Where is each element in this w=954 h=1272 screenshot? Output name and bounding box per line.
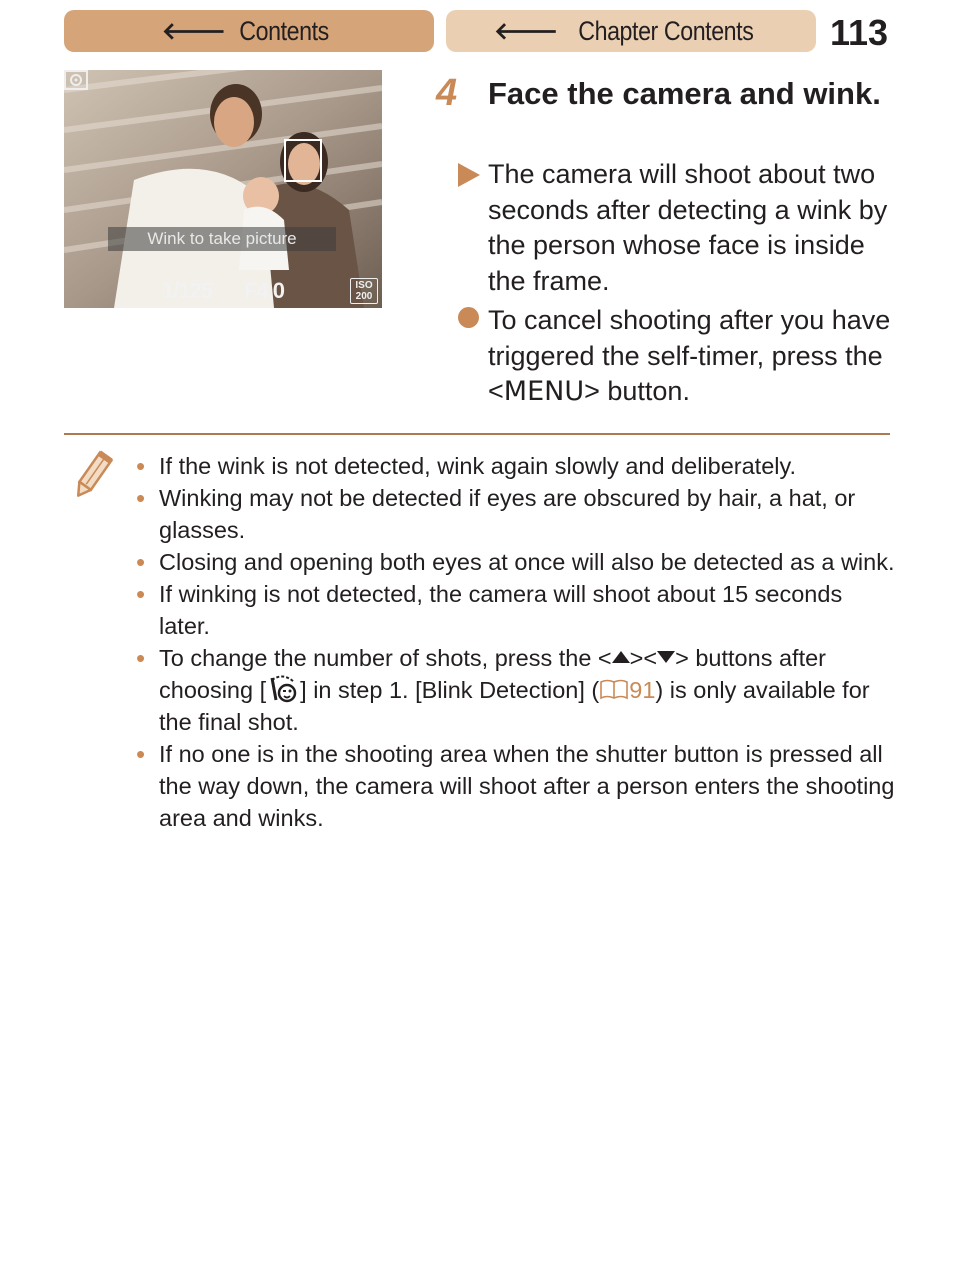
contents-button[interactable] — [64, 10, 434, 52]
menu-button-glyph: MENU — [503, 376, 585, 407]
note-item: • If no one is in the shooting area when the shutter button is pressed all the way down, the camera will shoot after a person enters the shooting area and winks. — [136, 738, 896, 834]
page-reference-number: 91 — [629, 677, 656, 703]
chapter-contents-button[interactable] — [446, 10, 816, 52]
note-text: ) is only available for the final shot. — [159, 677, 870, 735]
left-arrow-icon: 🡐 — [161, 18, 227, 45]
step-cancel-text — [488, 303, 898, 410]
book-reference-icon — [599, 679, 629, 701]
section-divider — [64, 433, 890, 435]
down-arrow-icon — [657, 651, 675, 663]
iso-badge — [350, 278, 378, 304]
left-arrow-icon: 🡐 — [494, 18, 559, 45]
contents-label: Contents — [239, 15, 329, 46]
note-text: ] in step 1. [Blink Detection] ( — [300, 677, 600, 703]
chapter-contents-label: Chapter Contents — [578, 15, 754, 46]
step-result-text: The camera will shoot about two seconds after detecting a wink by the person whose face is inside the frame. — [488, 159, 888, 296]
note-text: To change the number of shots, press the < — [159, 645, 612, 671]
face-detection-frame — [284, 139, 322, 182]
step-number: 4 — [436, 72, 458, 114]
metering-icon — [64, 70, 88, 90]
up-arrow-icon — [612, 651, 630, 663]
note-item: • If winking is not detected, the camera will shoot about 15 seconds later. — [136, 578, 896, 642]
circle-bullet-icon — [458, 307, 479, 328]
aperture-value: F4.0 — [244, 278, 285, 303]
note-text: >< — [629, 645, 658, 671]
note-item — [136, 642, 896, 738]
shutter-speed: 1/125 — [162, 278, 213, 303]
cancel-text-suffix: > button. — [584, 376, 690, 406]
note-item: • Closing and opening both eyes at once will also be detected as a wink. — [136, 546, 896, 578]
iso-label: ISO — [355, 280, 373, 291]
step-title: Face the camera and wink. — [488, 76, 881, 111]
iso-value: 200 — [355, 291, 373, 302]
page-reference-link[interactable] — [599, 677, 655, 703]
camera-screen-photo — [64, 70, 382, 308]
note-item: • If the wink is not detected, wink again slowly and deliberately. — [136, 450, 896, 482]
notes-list — [136, 450, 896, 834]
pencil-note-icon — [70, 450, 114, 502]
wink-timer-icon — [266, 674, 300, 704]
wink-banner: Wink to take picture — [108, 227, 336, 251]
cancel-text-prefix: To cancel shooting after you have triggered the self-timer, press the < — [488, 305, 891, 406]
triangle-bullet-icon — [458, 163, 480, 187]
page-number: 113 — [830, 12, 889, 53]
note-text: > buttons after choosing [ — [159, 645, 827, 703]
family-photo-illustration — [64, 70, 382, 308]
note-item: • Winking may not be detected if eyes are obscured by hair, a hat, or glasses. — [136, 482, 896, 546]
